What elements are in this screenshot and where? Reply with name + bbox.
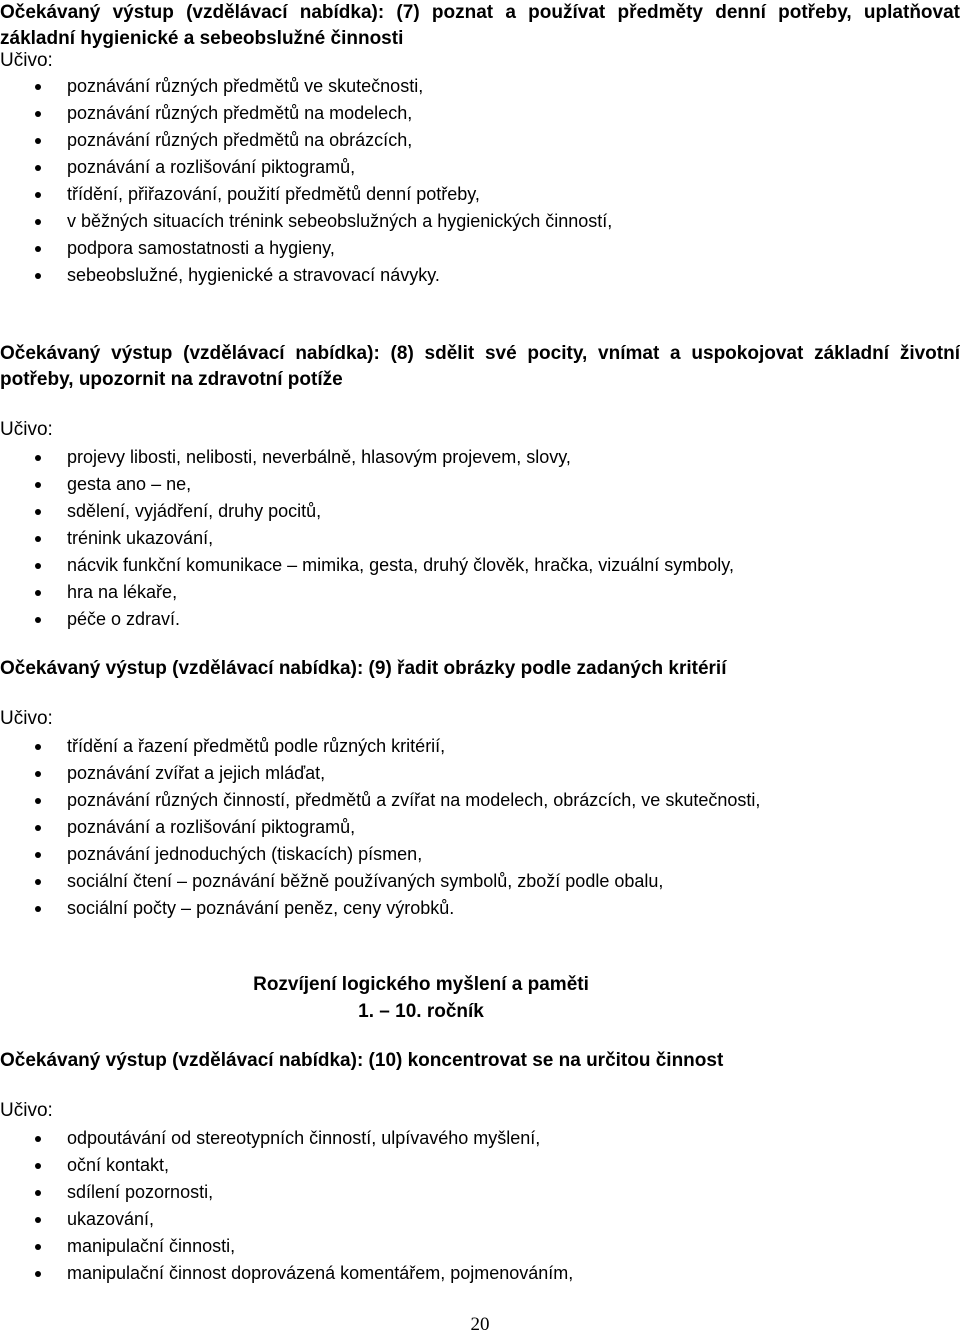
list-item: manipulační činnost doprovázená komentářem, pojmenováním, xyxy=(0,1260,573,1287)
section-8-heading: Očekávaný výstup (vzdělávací nabídka): (8) sdělit své pocity, vnímat a uspokojovat základní životní potřeby, upozornit na zdravotní potíže xyxy=(0,343,960,390)
list-item: oční kontakt, xyxy=(0,1152,573,1179)
ucivo-label: Učivo: xyxy=(0,419,53,440)
list-item: sociální čtení – poznávání běžně používaných symbolů, zboží podle obalu, xyxy=(0,868,760,895)
list-item: poznávání různých činností, předmětů a zvířat na modelech, obrázcích, ve skutečnosti, xyxy=(0,787,760,814)
list-item: poznávání různých předmětů na modelech, xyxy=(0,100,612,127)
list-item: poznávání různých předmětů na obrázcích, xyxy=(0,127,612,154)
list-item: ukazování, xyxy=(0,1206,573,1233)
list-item: sdílení pozornosti, xyxy=(0,1179,573,1206)
list-item: třídění a řazení předmětů podle různých kritérií, xyxy=(0,733,760,760)
subject-title: Rozvíjení logického myšlení a paměti xyxy=(253,974,589,995)
list-item: sdělení, vyjádření, druhy pocitů, xyxy=(0,498,734,525)
ucivo-label: Učivo: xyxy=(0,1100,53,1121)
list-item: třídění, přiřazování, použití předmětů denní potřeby, xyxy=(0,181,612,208)
section-9-heading: Očekávaný výstup (vzdělávací nabídka): (9) řadit obrázky podle zadaných kritérií xyxy=(0,658,727,679)
list-item: manipulační činnosti, xyxy=(0,1233,573,1260)
list-item: poznávání zvířat a jejich mláďat, xyxy=(0,760,760,787)
ucivo-label: Učivo: xyxy=(0,708,53,729)
grade-range: 1. – 10. ročník xyxy=(358,1001,484,1022)
list-item: poznávání a rozlišování piktogramů, xyxy=(0,154,612,181)
list-item: hra na lékaře, xyxy=(0,579,734,606)
list-item: trénink ukazování, xyxy=(0,525,734,552)
section-7-heading: Očekávaný výstup (vzdělávací nabídka): (7) poznat a používat předměty denní potřeby, uplatňovat základní hygienické a sebeobslužné činnosti xyxy=(0,2,960,49)
list-item: poznávání a rozlišování piktogramů, xyxy=(0,814,760,841)
list-item: sociální počty – poznávání peněz, ceny výrobků. xyxy=(0,895,760,922)
list-item: poznávání různých předmětů ve skutečnosti, xyxy=(0,73,612,100)
list-item: gesta ano – ne, xyxy=(0,471,734,498)
list-item: nácvik funkční komunikace – mimika, gesta, druhý člověk, hračka, vizuální symboly, xyxy=(0,552,734,579)
list-item: péče o zdraví. xyxy=(0,606,734,633)
list-item: v běžných situacích trénink sebeobslužných a hygienických činností, xyxy=(0,208,612,235)
list-item: projevy libosti, nelibosti, neverbálně, hlasovým projevem, slovy, xyxy=(0,444,734,471)
ucivo-label: Učivo: xyxy=(0,50,53,71)
list-item: sebeobslužné, hygienické a stravovací návyky. xyxy=(0,262,612,289)
section-9-list xyxy=(0,733,760,922)
section-7-list xyxy=(0,73,612,289)
section-8-list xyxy=(0,444,734,633)
list-item: poznávání jednoduchých (tiskacích) písmen, xyxy=(0,841,760,868)
list-item: odpoutávání od stereotypních činností, ulpívavého myšlení, xyxy=(0,1125,573,1152)
section-10-heading: Očekávaný výstup (vzdělávací nabídka): (10) koncentrovat se na určitou činnost xyxy=(0,1050,724,1071)
list-item: podpora samostatnosti a hygieny, xyxy=(0,235,612,262)
page-number: 20 xyxy=(470,1314,490,1335)
section-10-list xyxy=(0,1125,573,1287)
